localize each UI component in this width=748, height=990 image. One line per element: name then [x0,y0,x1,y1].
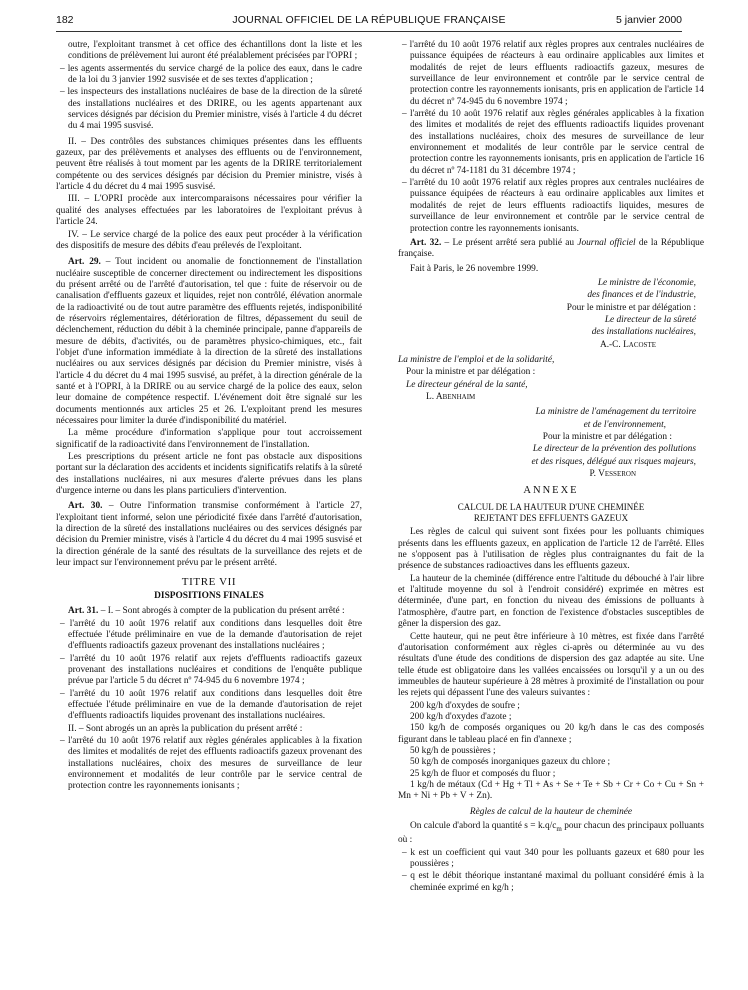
paragraph: Les prescriptions du présent article ne font pas obstacle aux dispositions portant sur la déclaration des accidents et incidents significatifs relatifs à la sûreté des installations nucléaires, ni aux mesures d'alerte prévues dans les plans d'urgence interne ou dans les plans particuliers d'intervention. [56,452,362,497]
list-item: – les inspecteurs des installations nucléaires de base de la direction de la sûreté des installations nucléaires et des DRIRE, ou les agents appartenant aux services désignés par décision du Premier ministre, visés à l'article 4 du décret du 4 mai 1995 susvisé. [60,87,362,132]
paragraph: III. – L'OPRI procède aux intercomparaisons nécessaires pour vérifier la qualité des analyses effectuées par les laboratoires de l'exploitant prévus à l'article 24. [56,194,362,228]
article-label: Art. 29. [68,257,101,268]
paragraph: La hauteur de la cheminée (différence entre l'altitude du débouché à l'air libre et l'altitude moyenne du sol à l'endroit considéré) exprimée en mètres est déterminée, d'une part, en fonction du niveau des émissions de polluants à l'atmosphère, d'autre part, en fonction de l'existence d'obstacles susceptibles de gêner la dispersion des gaz. [398,573,704,630]
article-text: – Tout incident ou anomalie de fonctionnement de l'installation nucléaire susceptible de concerner directement ou indirectement les dispositions du présent arrêté ou de l'arrêté d'autorisation, tel que : fuite de réservoir ou de canalisation d'effluents gazeux et liquides, rejet non contrôlé, élévation anormale de la radioactivité ou de tout autre paramètre des effluents rejetés, indisponibilité de réservoirs réglementaires, détérioration de filtres, dépassement du seuil de déclenchement, réduction du débit à la cheminée principale, panne d'appareils de mesure de débits, d'activités, ou de paramètres physico-chimiques, etc., fait l'objet d'une information immédiate à la direction de la sûreté des installations nucléaires ou aux services désignés par décision du Premier ministre, visés à l'article 4 du décret du 4 mai 1995 susvisé, au préfet, à la direction générale de la santé et à l'OPRI, à la DRIRE ou au service chargé de la police des eaux, selon leur domaine de compétence respectif. L'événement doit être signalé sur les documents mentionnés aux articles 25 et 26. L'exploitant prend les mesures nécessaires pour limiter la durée d'indisponibilité du matériel. [56,257,363,426]
signatory-line: Pour le ministre et par délégation : [566,302,696,313]
list-item: 50 kg/h de poussières ; [410,745,496,756]
section-subtitle: DISPOSITIONS FINALES [154,590,264,601]
article-32 [398,238,704,261]
signatory-line: Le directeur général de la santé, [406,379,528,390]
list-item: – l'arrêté du 10 août 1976 relatif aux règles générales applicables à la fixation des limites et modalités de rejet des effluents radioactifs liquides provenant des installations nucléaires, choix des mesures de surveillance de leur environnement et modalités de leur contrôle par le service central de protection contre les rayonnements ionisants, pris en application de l'article 16 du décret nº 74-1181 du 31 décembre 1974 ; [402,109,704,176]
list-item: – l'arrêté du 10 août 1976 relatif aux règles propres aux centrales nucléaires de puissance équipées de réacteurs à eau ordinaire applicables aux limites et modalités de rejet de leurs effluents radioactifs liquides, mesures de surveillance de leur environnement et contrôle par le service central de protection contre les rayonnements ionisants. [402,178,704,234]
signatory-line: Pour la ministre et par délégation : [406,367,536,378]
article-label: Art. 30. [68,501,103,512]
paragraph: outre, l'exploitant transmet à cet office des échantillons dont la liste et les conditions de prélèvement lui auront été préalablement précisées par l'OPRI ; [68,40,362,62]
list-item: – les agents assermentés du service chargé de la police des eaux, dans le cadre de la loi du 3 janvier 1992 susvisée et de ses textes d'application ; [60,63,362,86]
signatory-line: Le directeur de la sûreté [604,314,696,325]
signatory-line: La ministre de l'emploi et de la solidarité, [398,354,555,365]
signature-block-1 [398,278,704,351]
signatory-name: L. Abenhaim [426,391,476,402]
list-item: 1 kg/h de métaux (Cd + Hg + Tl + As + Se + Te + Sb + Cr + Co + Cu + Sn + Mn + Ni + Pb + V + Zn). [398,779,704,802]
paragraph: II. – Sont abrogés un an après la publication du présent arrêté : [68,723,303,734]
article-text: – Outre l'information transmise conformément à l'article 27, l'exploitant tient informé, selon une périodicité fixée dans l'arrêté d'autorisation, la direction de la sûreté des installations nucléaires ou des services désignés par décision du Premier ministre, visés à l'article 4 du décret du 4 mai 1995 susvisé et la direction générale de la santé des résultats de la surveillance des rejets et de leur impact sur l'environnement prévu par le présent arrêté. [56,501,363,569]
list-item: 200 kg/h d'oxydes de soufre ; [410,700,520,711]
threshold-list [398,701,704,803]
signatory-line: des finances et de l'industrie, [587,290,696,301]
annex-heading: CALCUL DE LA HAUTEUR D'UNE CHEMINÉE [457,501,645,512]
list-item: 50 kg/h de composés inorganiques gazeux du chlore ; [410,757,611,768]
section-title: TITRE VII [181,576,237,589]
list-item: – l'arrêté du 10 août 1976 relatif aux règles générales applicables à la fixation des limites et modalités de rejet des effluents radioactifs gazeux provenant des installations nucléaires, choix des mesures de surveillance de leur environnement et modalités de leur contrôle par le service central de protection contre les rayonnements ionisants ; [60,735,362,792]
page-header [56,14,682,32]
list-item: 150 kg/h de composés organiques ou 20 kg/h dans le cas des composés figurant dans le tableau placé en fin d'annexe ; [398,723,704,745]
list-item: – l'arrêté du 10 août 1976 relatif aux rejets d'effluents radioactifs gazeux provenant des installations nucléaires et conditions de l'enquête publique prévue par l'article 5 du décret nº 74-945 du 6 novembre 1974 ; [60,653,362,687]
signatory-line: Le directeur de la prévention des pollutions [532,444,696,455]
paragraph: Cette hauteur, qui ne peut être inférieure à 10 mètres, est fixée dans l'arrêté d'autorisation conformément aux règles ci-après ou déterminée au vu des résultats d'une étude des conditions de dispersion des gaz adaptée au site. Une telle étude est obligatoire dans les vallées encaissées ou lorsqu'il y a un ou des immeubles de hauteur supérieure à 28 mètres à proximité de l'installation ou pour les rejets qui dépassent l'une des valeurs suivantes : [398,631,704,699]
article-text: de la République française. [398,237,704,260]
article-text: – I. – Sont abrogés à compter de la publication du présent arrêté : [98,606,345,617]
signatory-line: Le ministre de l'économie, [597,277,696,288]
annex-title: ANNEXE [523,485,579,497]
place-date: Fait à Paris, le 26 novembre 1999. [410,263,539,274]
article-29 [56,257,362,427]
formula-text: pour chacun des principaux polluants où : [398,821,705,846]
signatory-name: P. Vesseron [589,469,636,480]
header-rule [56,31,682,32]
paragraph: Les règles de calcul qui suivent sont fixées pour les polluants chimiques présents dans les effluents gazeux, en application de l'article 12 de l'arrêté. Elles ne s'opposent pas à l'utilisation de règles plus contraignantes du fait de la présence de substances radioactives dans les effluents gazeux. [398,527,704,572]
signature-block-3 [398,407,704,480]
left-column [56,40,362,794]
formula-subscript: m [556,824,562,833]
list-item: – l'arrêté du 10 août 1976 relatif aux conditions dans lesquelles doit être effectuée l'étude préliminaire en vue de la demande d'autorisation de rejet d'effluents radioactifs liquides provenant des installations nucléaires. [60,688,362,722]
list-item: – q est le débit théorique instantané maximal du polluant considéré émis à la cheminée exprimé en kg/h ; [402,871,704,893]
signatory-line: Pour la ministre et par délégation : [542,432,672,442]
paragraph [398,821,704,847]
annex-heading: REJETANT DES EFFLUENTS GAZEUX [473,513,629,524]
paragraph: II. – Des contrôles des substances chimiques présentes dans les effluents gazeux, par des prélèvements et analyses des effluents ou de l'environnement, peuvent être réalisés à tout moment par les agents de la DRIRE territorialement compétente ou des services désignés par décision du Premier ministre, visés à l'article 4 du décret du 4 mai 1995 susvisé. [56,136,362,193]
article-label: Art. 32. [410,237,442,248]
page-number: 182 [56,14,74,26]
signatory-name: A.-C. Lacoste [599,339,656,350]
issue-date: 5 janvier 2000 [616,14,682,26]
signatory-line: et de l'environnement, [583,419,666,430]
signatory-line: des installations nucléaires, [591,327,696,338]
article-text-italic: Journal officiel [577,237,636,248]
signature-block-2 [398,355,704,403]
signatory-line: et des risques, délégué aux risques majeurs, [531,456,696,467]
list-item: 200 kg/h d'oxydes d'azote ; [410,711,512,722]
subsection-title: Règles de calcul de la hauteur de cheminée [469,806,633,817]
article-30 [56,501,362,569]
formula-text: On calcule d'abord la quantité s = k.q/c [410,821,557,831]
article-text: – Le présent arrêté sera publié au [441,237,578,248]
right-column [398,40,704,895]
list-item: 25 kg/h de fluor et composés du fluor ; [410,768,556,779]
signatory-line: La ministre de l'aménagement du territoire [535,407,696,418]
article-31 [56,606,362,617]
paragraph: IV. – Le service chargé de la police des eaux peut procéder à la vérification des dispositifs de mesure des débits d'eau prélevés de l'exploitant. [56,229,362,251]
list-item: – l'arrêté du 10 août 1976 relatif aux conditions dans lesquelles doit être effectuée l'étude préliminaire en vue de la demande d'autorisation de rejet d'effluents radioactifs gazeux provenant des installations nucléaires ; [60,618,362,652]
paragraph: La même procédure d'information s'applique pour tout accroissement significatif de la radioactivité dans l'environnement de l'installation. [56,428,362,450]
journal-title: JOURNAL OFFICIEL DE LA RÉPUBLIQUE FRANÇAISE [232,14,506,26]
list-item: – l'arrêté du 10 août 1976 relatif aux règles propres aux centrales nucléaires de puissance équipées de réacteurs à eau ordinaire applicables aux limites et modalités de rejet de leurs effluents radioactifs gazeux, mesures de surveillance de leur environnement et contrôle par le service central de protection contre les rayonnements ionisants, pris en application de l'article 14 du décret nº 74-945 du 6 novembre 1974 ; [402,40,704,107]
list-item: – k est un coefficient qui vaut 340 pour les polluants gazeux et 680 pour les poussières ; [402,847,704,869]
article-label: Art. 31. [68,606,99,617]
